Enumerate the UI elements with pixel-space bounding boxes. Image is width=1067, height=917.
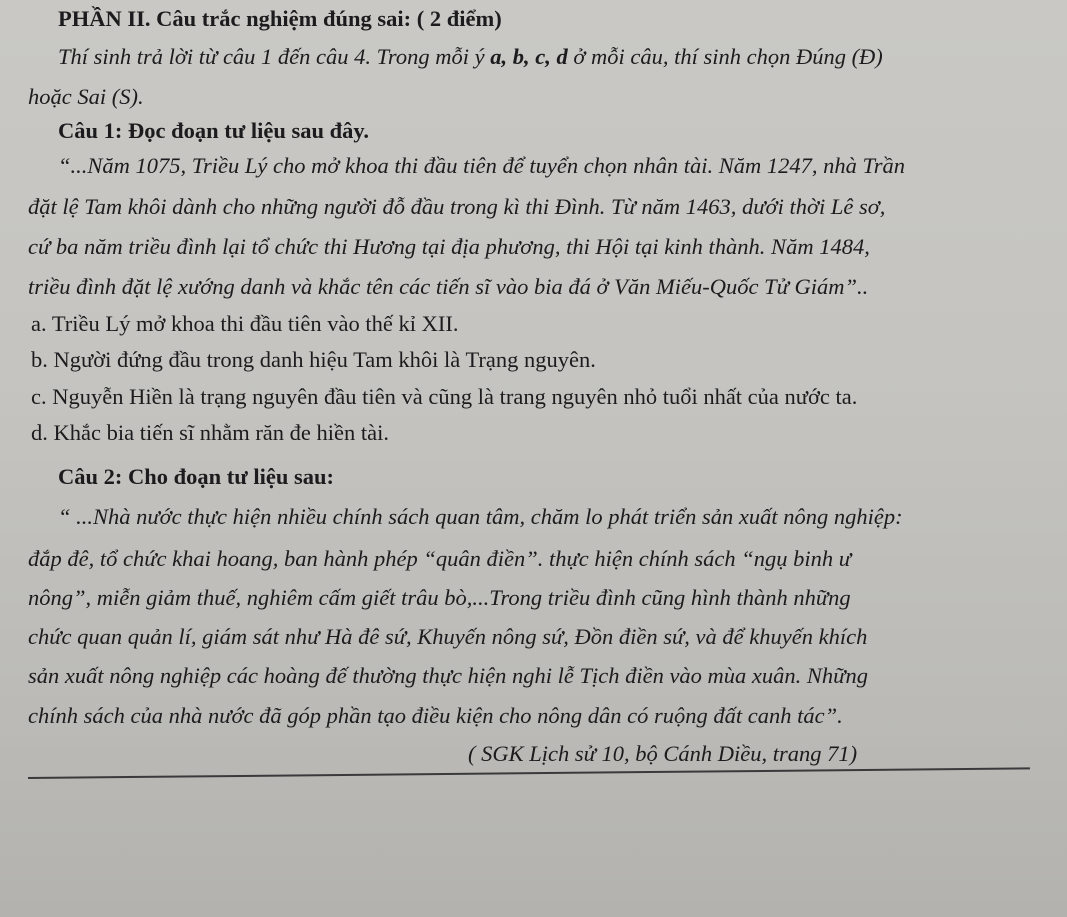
part-title: PHẦN II. Câu trắc nghiệm đúng sai: ( 2 điểm) (58, 6, 502, 31)
question-2-quote-line: nông”, miễn giảm thuế, nghiêm cấm giết trâu bò,...Trong triều đình cũng hình thành những (28, 585, 851, 610)
question-1-option-d: d. Khắc bia tiến sĩ nhằm răn đe hiền tài. (31, 420, 390, 445)
question-1-title: Câu 1: Đọc đoạn tư liệu sau đây. (58, 118, 370, 143)
question-1-option-b: b. Người đứng đầu trong danh hiệu Tam khôi là Trạng nguyên. (31, 347, 596, 372)
question-2-quote-line: sản xuất nông nghiệp các hoàng đế thường thực hiện nghi lễ Tịch điền vào mùa xuân. Những (28, 663, 868, 688)
question-2-quote-line: chức quan quản lí, giám sát như Hà đê sứ, Khuyến nông sứ, Đồn điền sứ, và để khuyến khích (28, 624, 868, 649)
instructions-line-1 (58, 43, 883, 71)
question-2-quote-line: “ ...Nhà nước thực hiện nhiều chính sách quan tâm, chăm lo phát triển sản xuất nông nghiệp: (58, 504, 903, 529)
question-1-quote-line: “...Năm 1075, Triều Lý cho mở khoa thi đầu tiên để tuyển chọn nhân tài. Năm 1247, nhà Trần (58, 153, 905, 178)
question-2-title: Câu 2: Cho đoạn tư liệu sau: (58, 464, 335, 489)
divider-line (28, 767, 1030, 779)
question-1-quote-line: triều đình đặt lệ xướng danh và khắc tên các tiến sĩ vào bia đá ở Văn Miếu-Quốc Tử Giám”.. (28, 274, 869, 299)
question-1-quote-line: cứ ba năm triều đình lại tổ chức thi Hương tại địa phương, thi Hội tại kinh thành. Năm 1484, (28, 234, 870, 259)
question-1-quote-line: đặt lệ Tam khôi dành cho những người đỗ đầu trong kì thi Đình. Từ năm 1463, dưới thời Lê sơ, (28, 194, 886, 219)
question-1-option-c: c. Nguyễn Hiền là trạng nguyên đầu tiên và cũng là trang nguyên nhỏ tuổi nhất của nước ta. (31, 384, 858, 409)
question-1-option-a: a. Triều Lý mở khoa thi đầu tiên vào thế kỉ XII. (31, 311, 459, 336)
instructions-letters: a, b, c, d (490, 44, 568, 69)
instructions-text-a: Thí sinh trả lời từ câu 1 đến câu 4. Trong mỗi ý (58, 44, 491, 69)
question-2-quote-line: chính sách của nhà nước đã góp phần tạo điều kiện cho nông dân có ruộng đất canh tác”. (28, 703, 843, 728)
instructions-line-2: hoặc Sai (S). (28, 84, 144, 109)
instructions-text-b: ở mỗi câu, thí sinh chọn Đúng (Đ) (567, 44, 883, 69)
question-2-quote-line: đắp đê, tổ chức khai hoang, ban hành phép “quân điền”. thực hiện chính sách “ngụ binh ư (28, 546, 851, 571)
source-citation: ( SGK Lịch sử 10, bộ Cánh Diều, trang 71) (468, 741, 858, 766)
